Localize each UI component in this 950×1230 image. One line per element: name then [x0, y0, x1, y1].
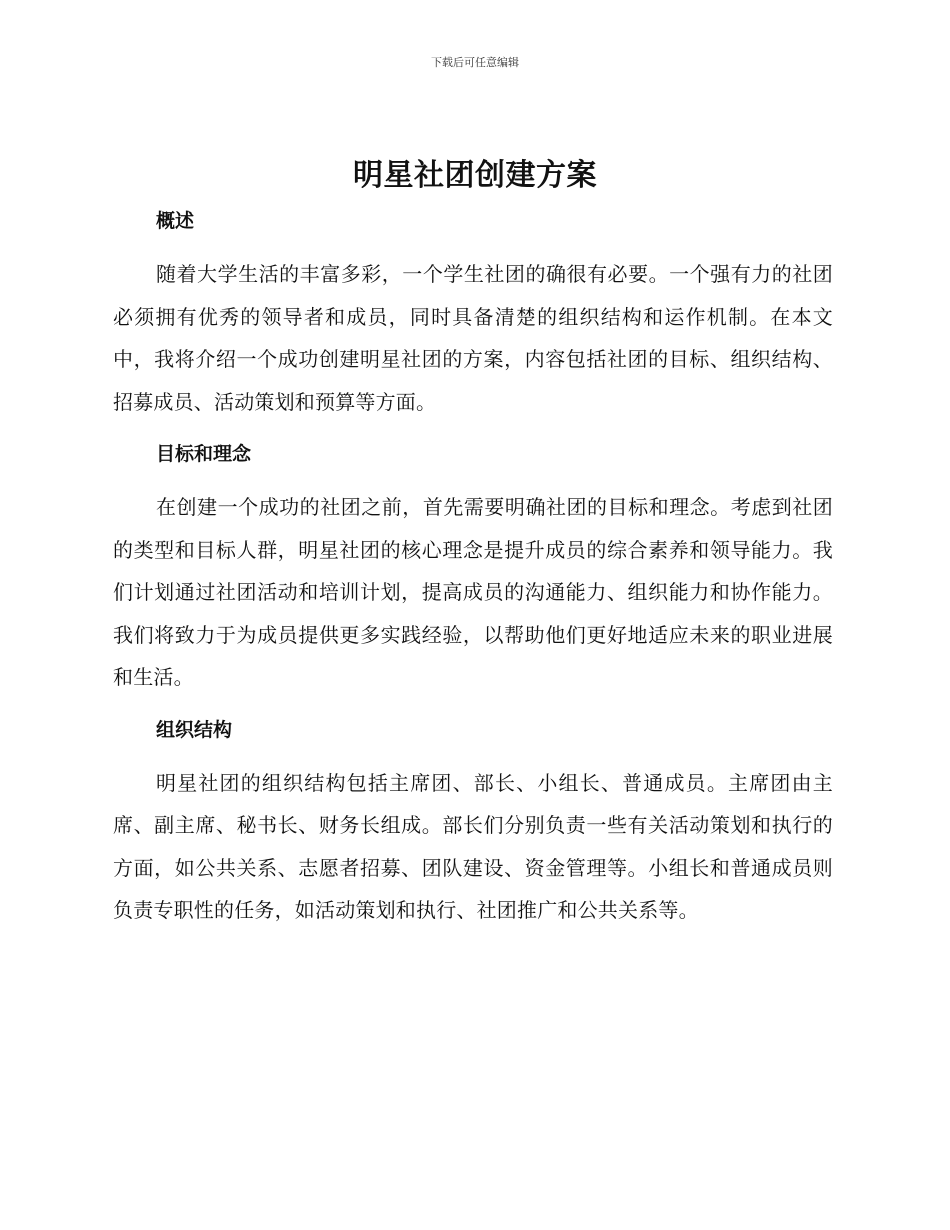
- document-body: [113, 205, 833, 947]
- section-paragraph: 随着大学生活的丰富多彩，一个学生社团的确很有必要。一个强有力的社团必须拥有优秀的领导者和成员，同时具备清楚的组织结构和运作机制。在本文中，我将介绍一个成功创建明星社团的方案，内容包括社团的目标、组织结构、招募成员、活动策划和预算等方面。: [113, 262, 833, 414]
- section-heading: 概述: [156, 210, 195, 232]
- section-paragraph: 在创建一个成功的社团之前，首先需要明确社团的目标和理念。考虑到社团的类型和目标人群，明星社团的核心理念是提升成员的综合素养和领导能力。我们计划通过社团活动和培训计划，提高成员的沟通能力、组织能力和协作能力。我们将致力于为成员提供更多实践经验，以帮助他们更好地适应未来的职业进展和生活。: [113, 495, 833, 689]
- document-title: 明星社团创建方案: [353, 158, 597, 193]
- section-overview: [113, 205, 833, 423]
- header-note: 下载后可任意编辑: [431, 56, 519, 69]
- section-paragraph: 明星社团的组织结构包括主席团、部长、小组长、普通成员。主席团由主席、副主席、秘书长、财务长组成。部长们分别负责一些有关活动策划和执行的方面，如公共关系、志愿者招募、团队建设、资金管理等。小组长和普通成员则负责专职性的任务，如活动策划和执行、社团推广和公共关系等。: [113, 770, 833, 922]
- section-goals: [113, 438, 833, 699]
- section-heading: 目标和理念: [156, 443, 252, 465]
- section-structure: [113, 714, 833, 932]
- section-heading: 组织结构: [156, 718, 233, 741]
